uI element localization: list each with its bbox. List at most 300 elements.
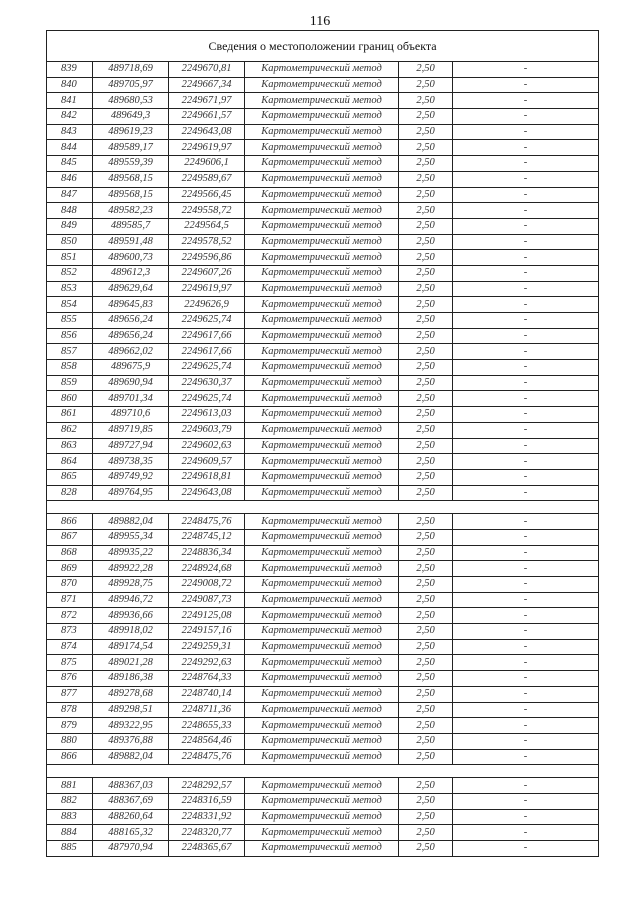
y-coordinate-cell: 2249643,08 <box>169 485 245 501</box>
method-cell: Картометрический метод <box>245 469 399 485</box>
point-number-cell: 873 <box>47 624 93 640</box>
description-cell: - <box>453 203 599 219</box>
y-coordinate-cell: 2248292,57 <box>169 778 245 794</box>
method-cell: Картометрический метод <box>245 529 399 545</box>
x-coordinate-cell: 489705,97 <box>93 77 169 93</box>
x-coordinate-cell: 489585,7 <box>93 218 169 234</box>
accuracy-cell: 2,50 <box>399 250 453 266</box>
method-cell: Картометрический метод <box>245 187 399 203</box>
point-number-cell: 872 <box>47 608 93 624</box>
table-row <box>47 749 599 765</box>
table-row <box>47 454 599 470</box>
description-cell: - <box>453 561 599 577</box>
y-coordinate-cell: 2249578,52 <box>169 234 245 250</box>
table-row <box>47 391 599 407</box>
y-coordinate-cell: 2249259,31 <box>169 639 245 655</box>
description-cell: - <box>453 841 599 857</box>
description-cell: - <box>453 250 599 266</box>
point-number-cell: 855 <box>47 313 93 329</box>
accuracy-cell: 2,50 <box>399 265 453 281</box>
accuracy-cell: 2,50 <box>399 793 453 809</box>
method-cell: Картометрический метод <box>245 778 399 794</box>
y-coordinate-cell: 2248764,33 <box>169 671 245 687</box>
method-cell: Картометрический метод <box>245 203 399 219</box>
page-number: 116 <box>309 14 331 29</box>
point-number-cell: 844 <box>47 140 93 156</box>
method-cell: Картометрический метод <box>245 360 399 376</box>
description-cell: - <box>453 140 599 156</box>
y-coordinate-cell: 2248475,76 <box>169 749 245 765</box>
table-title: Сведения о местоположении границ объекта <box>47 31 599 62</box>
accuracy-cell: 2,50 <box>399 841 453 857</box>
method-cell: Картометрический метод <box>245 454 399 470</box>
point-number-cell: 853 <box>47 281 93 297</box>
method-cell: Картометрический метод <box>245 407 399 423</box>
y-coordinate-cell: 2249564,5 <box>169 218 245 234</box>
table-row <box>47 124 599 140</box>
y-coordinate-cell: 2249619,97 <box>169 281 245 297</box>
accuracy-cell: 2,50 <box>399 218 453 234</box>
description-cell: - <box>453 809 599 825</box>
accuracy-cell: 2,50 <box>399 624 453 640</box>
point-number-cell: 860 <box>47 391 93 407</box>
point-number-cell: 870 <box>47 577 93 593</box>
method-cell: Картометрический метод <box>245 62 399 78</box>
table-row <box>47 702 599 718</box>
method-cell: Картометрический метод <box>245 718 399 734</box>
accuracy-cell: 2,50 <box>399 297 453 313</box>
table-row <box>47 313 599 329</box>
table-row <box>47 608 599 624</box>
x-coordinate-cell: 489629,64 <box>93 281 169 297</box>
point-number-cell: 866 <box>47 514 93 530</box>
point-number-cell: 854 <box>47 297 93 313</box>
x-coordinate-cell: 489680,53 <box>93 93 169 109</box>
point-number-cell: 881 <box>47 778 93 794</box>
description-cell: - <box>453 344 599 360</box>
description-cell: - <box>453 156 599 172</box>
description-cell: - <box>453 422 599 438</box>
method-cell: Картометрический метод <box>245 809 399 825</box>
table-row <box>47 234 599 250</box>
table-row <box>47 733 599 749</box>
accuracy-cell: 2,50 <box>399 733 453 749</box>
accuracy-cell: 2,50 <box>399 93 453 109</box>
description-cell: - <box>453 391 599 407</box>
accuracy-cell: 2,50 <box>399 124 453 140</box>
accuracy-cell: 2,50 <box>399 187 453 203</box>
x-coordinate-cell: 489322,95 <box>93 718 169 734</box>
point-number-cell: 857 <box>47 344 93 360</box>
accuracy-cell: 2,50 <box>399 422 453 438</box>
point-number-cell: 865 <box>47 469 93 485</box>
description-cell: - <box>453 469 599 485</box>
description-cell: - <box>453 778 599 794</box>
method-cell: Картометрический метод <box>245 655 399 671</box>
y-coordinate-cell: 2249589,67 <box>169 171 245 187</box>
y-coordinate-cell: 2248365,67 <box>169 841 245 857</box>
y-coordinate-cell: 2249609,57 <box>169 454 245 470</box>
accuracy-cell: 2,50 <box>399 469 453 485</box>
point-number-cell: 883 <box>47 809 93 825</box>
x-coordinate-cell: 489174,54 <box>93 639 169 655</box>
method-cell: Картометрический метод <box>245 124 399 140</box>
table-row <box>47 577 599 593</box>
description-cell: - <box>453 718 599 734</box>
y-coordinate-cell: 2249643,08 <box>169 124 245 140</box>
description-cell: - <box>453 529 599 545</box>
description-cell: - <box>453 454 599 470</box>
y-coordinate-cell: 2248320,77 <box>169 825 245 841</box>
description-cell: - <box>453 608 599 624</box>
method-cell: Картометрический метод <box>245 375 399 391</box>
description-cell: - <box>453 577 599 593</box>
accuracy-cell: 2,50 <box>399 328 453 344</box>
table-row <box>47 718 599 734</box>
x-coordinate-cell: 489656,24 <box>93 313 169 329</box>
x-coordinate-cell: 489612,3 <box>93 265 169 281</box>
accuracy-cell: 2,50 <box>399 545 453 561</box>
accuracy-cell: 2,50 <box>399 77 453 93</box>
y-coordinate-cell: 2248475,76 <box>169 514 245 530</box>
y-coordinate-cell: 2249667,34 <box>169 77 245 93</box>
y-coordinate-cell: 2249602,63 <box>169 438 245 454</box>
method-cell: Картометрический метод <box>245 77 399 93</box>
description-cell: - <box>453 825 599 841</box>
point-number-cell: 885 <box>47 841 93 857</box>
table-row <box>47 639 599 655</box>
coordinates-table <box>46 30 599 857</box>
accuracy-cell: 2,50 <box>399 407 453 423</box>
y-coordinate-cell: 2249630,37 <box>169 375 245 391</box>
description-cell: - <box>453 438 599 454</box>
accuracy-cell: 2,50 <box>399 608 453 624</box>
method-cell: Картометрический метод <box>245 592 399 608</box>
x-coordinate-cell: 489582,23 <box>93 203 169 219</box>
method-cell: Картометрический метод <box>245 686 399 702</box>
method-cell: Картометрический метод <box>245 624 399 640</box>
table-row <box>47 671 599 687</box>
x-coordinate-cell: 489882,04 <box>93 514 169 530</box>
x-coordinate-cell: 488260,64 <box>93 809 169 825</box>
table-row <box>47 624 599 640</box>
accuracy-cell: 2,50 <box>399 655 453 671</box>
table-row <box>47 469 599 485</box>
method-cell: Картометрический метод <box>245 485 399 501</box>
description-cell: - <box>453 124 599 140</box>
y-coordinate-cell: 2249008,72 <box>169 577 245 593</box>
accuracy-cell: 2,50 <box>399 778 453 794</box>
description-cell: - <box>453 733 599 749</box>
table-row <box>47 344 599 360</box>
point-number-cell: 868 <box>47 545 93 561</box>
separator-cell <box>47 501 599 514</box>
x-coordinate-cell: 489882,04 <box>93 749 169 765</box>
method-cell: Картометрический метод <box>245 514 399 530</box>
description-cell: - <box>453 702 599 718</box>
y-coordinate-cell: 2249618,81 <box>169 469 245 485</box>
table-row <box>47 77 599 93</box>
table-row <box>47 140 599 156</box>
y-coordinate-cell: 2249661,57 <box>169 109 245 125</box>
table-row <box>47 825 599 841</box>
table-row <box>47 514 599 530</box>
point-number-cell: 845 <box>47 156 93 172</box>
table-row <box>47 265 599 281</box>
accuracy-cell: 2,50 <box>399 391 453 407</box>
table-row <box>47 407 599 423</box>
y-coordinate-cell: 2248836,34 <box>169 545 245 561</box>
table-row <box>47 655 599 671</box>
point-number-cell: 879 <box>47 718 93 734</box>
accuracy-cell: 2,50 <box>399 671 453 687</box>
point-number-cell: 863 <box>47 438 93 454</box>
description-cell: - <box>453 407 599 423</box>
accuracy-cell: 2,50 <box>399 592 453 608</box>
accuracy-cell: 2,50 <box>399 360 453 376</box>
x-coordinate-cell: 489186,38 <box>93 671 169 687</box>
x-coordinate-cell: 489749,92 <box>93 469 169 485</box>
x-coordinate-cell: 489278,68 <box>93 686 169 702</box>
y-coordinate-cell: 2249613,03 <box>169 407 245 423</box>
y-coordinate-cell: 2249125,08 <box>169 608 245 624</box>
x-coordinate-cell: 489645,83 <box>93 297 169 313</box>
point-number-cell: 846 <box>47 171 93 187</box>
point-number-cell: 841 <box>47 93 93 109</box>
method-cell: Картометрический метод <box>245 328 399 344</box>
x-coordinate-cell: 489619,23 <box>93 124 169 140</box>
accuracy-cell: 2,50 <box>399 234 453 250</box>
description-cell: - <box>453 639 599 655</box>
description-cell: - <box>453 93 599 109</box>
point-number-cell: 828 <box>47 485 93 501</box>
description-cell: - <box>453 313 599 329</box>
table-row <box>47 171 599 187</box>
description-cell: - <box>453 281 599 297</box>
method-cell: Картометрический метод <box>245 171 399 187</box>
method-cell: Картометрический метод <box>245 250 399 266</box>
point-number-cell: 861 <box>47 407 93 423</box>
x-coordinate-cell: 489710,6 <box>93 407 169 423</box>
table-row <box>47 422 599 438</box>
method-cell: Картометрический метод <box>245 438 399 454</box>
x-coordinate-cell: 489928,75 <box>93 577 169 593</box>
method-cell: Картометрический метод <box>245 297 399 313</box>
description-cell: - <box>453 624 599 640</box>
description-cell: - <box>453 265 599 281</box>
y-coordinate-cell: 2249606,1 <box>169 156 245 172</box>
method-cell: Картометрический метод <box>245 793 399 809</box>
method-cell: Картометрический метод <box>245 265 399 281</box>
point-number-cell: 849 <box>47 218 93 234</box>
x-coordinate-cell: 489701,34 <box>93 391 169 407</box>
accuracy-cell: 2,50 <box>399 156 453 172</box>
accuracy-cell: 2,50 <box>399 529 453 545</box>
x-coordinate-cell: 489662,02 <box>93 344 169 360</box>
point-number-cell: 852 <box>47 265 93 281</box>
accuracy-cell: 2,50 <box>399 454 453 470</box>
point-number-cell: 866 <box>47 749 93 765</box>
description-cell: - <box>453 77 599 93</box>
table-title-row <box>47 31 599 62</box>
x-coordinate-cell: 489738,35 <box>93 454 169 470</box>
method-cell: Картометрический метод <box>245 344 399 360</box>
x-coordinate-cell: 489918,02 <box>93 624 169 640</box>
table-row <box>47 281 599 297</box>
x-coordinate-cell: 488165,32 <box>93 825 169 841</box>
point-number-cell: 858 <box>47 360 93 376</box>
y-coordinate-cell: 2249157,16 <box>169 624 245 640</box>
point-number-cell: 850 <box>47 234 93 250</box>
point-number-cell: 856 <box>47 328 93 344</box>
y-coordinate-cell: 2249617,66 <box>169 328 245 344</box>
x-coordinate-cell: 489559,39 <box>93 156 169 172</box>
accuracy-cell: 2,50 <box>399 344 453 360</box>
table-row <box>47 218 599 234</box>
accuracy-cell: 2,50 <box>399 514 453 530</box>
x-coordinate-cell: 489690,94 <box>93 375 169 391</box>
description-cell: - <box>453 793 599 809</box>
accuracy-cell: 2,50 <box>399 140 453 156</box>
table-row <box>47 93 599 109</box>
point-number-cell: 864 <box>47 454 93 470</box>
method-cell: Картометрический метод <box>245 422 399 438</box>
description-cell: - <box>453 109 599 125</box>
y-coordinate-cell: 2249670,81 <box>169 62 245 78</box>
table-row <box>47 438 599 454</box>
y-coordinate-cell: 2249617,66 <box>169 344 245 360</box>
x-coordinate-cell: 489935,22 <box>93 545 169 561</box>
method-cell: Картометрический метод <box>245 93 399 109</box>
y-coordinate-cell: 2249607,26 <box>169 265 245 281</box>
y-coordinate-cell: 2249603,79 <box>169 422 245 438</box>
y-coordinate-cell: 2248711,36 <box>169 702 245 718</box>
separator-cell <box>47 765 599 778</box>
description-cell: - <box>453 234 599 250</box>
table-row <box>47 187 599 203</box>
x-coordinate-cell: 489922,28 <box>93 561 169 577</box>
table-row <box>47 328 599 344</box>
description-cell: - <box>453 62 599 78</box>
accuracy-cell: 2,50 <box>399 702 453 718</box>
x-coordinate-cell: 489656,24 <box>93 328 169 344</box>
description-cell: - <box>453 297 599 313</box>
x-coordinate-cell: 489955,34 <box>93 529 169 545</box>
method-cell: Картометрический метод <box>245 140 399 156</box>
y-coordinate-cell: 2249625,74 <box>169 360 245 376</box>
method-cell: Картометрический метод <box>245 639 399 655</box>
x-coordinate-cell: 489727,94 <box>93 438 169 454</box>
point-number-cell: 839 <box>47 62 93 78</box>
method-cell: Картометрический метод <box>245 608 399 624</box>
description-cell: - <box>453 655 599 671</box>
y-coordinate-cell: 2248331,92 <box>169 809 245 825</box>
y-coordinate-cell: 2249087,73 <box>169 592 245 608</box>
method-cell: Картометрический метод <box>245 281 399 297</box>
description-cell: - <box>453 545 599 561</box>
point-number-cell: 884 <box>47 825 93 841</box>
method-cell: Картометрический метод <box>245 671 399 687</box>
point-number-cell: 877 <box>47 686 93 702</box>
accuracy-cell: 2,50 <box>399 171 453 187</box>
method-cell: Картометрический метод <box>245 109 399 125</box>
accuracy-cell: 2,50 <box>399 485 453 501</box>
method-cell: Картометрический метод <box>245 391 399 407</box>
point-number-cell: 875 <box>47 655 93 671</box>
table-row <box>47 778 599 794</box>
y-coordinate-cell: 2249625,74 <box>169 391 245 407</box>
point-number-cell: 871 <box>47 592 93 608</box>
table-row <box>47 592 599 608</box>
y-coordinate-cell: 2248924,68 <box>169 561 245 577</box>
method-cell: Картометрический метод <box>245 561 399 577</box>
point-number-cell: 847 <box>47 187 93 203</box>
point-number-cell: 882 <box>47 793 93 809</box>
description-cell: - <box>453 514 599 530</box>
point-number-cell: 851 <box>47 250 93 266</box>
description-cell: - <box>453 360 599 376</box>
point-number-cell: 880 <box>47 733 93 749</box>
table-row <box>47 841 599 857</box>
description-cell: - <box>453 749 599 765</box>
x-coordinate-cell: 488367,03 <box>93 778 169 794</box>
x-coordinate-cell: 489298,51 <box>93 702 169 718</box>
x-coordinate-cell: 488367,69 <box>93 793 169 809</box>
table-row <box>47 203 599 219</box>
table-row <box>47 360 599 376</box>
method-cell: Картометрический метод <box>245 313 399 329</box>
group-separator <box>47 765 599 778</box>
accuracy-cell: 2,50 <box>399 809 453 825</box>
table-row <box>47 297 599 313</box>
table-row <box>47 545 599 561</box>
x-coordinate-cell: 489718,69 <box>93 62 169 78</box>
description-cell: - <box>453 671 599 687</box>
accuracy-cell: 2,50 <box>399 639 453 655</box>
point-number-cell: 842 <box>47 109 93 125</box>
table-row <box>47 250 599 266</box>
table-row <box>47 809 599 825</box>
x-coordinate-cell: 487970,94 <box>93 841 169 857</box>
accuracy-cell: 2,50 <box>399 825 453 841</box>
accuracy-cell: 2,50 <box>399 109 453 125</box>
y-coordinate-cell: 2249292,63 <box>169 655 245 671</box>
accuracy-cell: 2,50 <box>399 749 453 765</box>
y-coordinate-cell: 2248655,33 <box>169 718 245 734</box>
y-coordinate-cell: 2248564,46 <box>169 733 245 749</box>
x-coordinate-cell: 489649,3 <box>93 109 169 125</box>
x-coordinate-cell: 489376,88 <box>93 733 169 749</box>
point-number-cell: 867 <box>47 529 93 545</box>
point-number-cell: 848 <box>47 203 93 219</box>
method-cell: Картометрический метод <box>245 733 399 749</box>
y-coordinate-cell: 2248740,14 <box>169 686 245 702</box>
x-coordinate-cell: 489675,9 <box>93 360 169 376</box>
description-cell: - <box>453 485 599 501</box>
accuracy-cell: 2,50 <box>399 203 453 219</box>
method-cell: Картометрический метод <box>245 749 399 765</box>
description-cell: - <box>453 592 599 608</box>
description-cell: - <box>453 218 599 234</box>
method-cell: Картометрический метод <box>245 156 399 172</box>
x-coordinate-cell: 489568,15 <box>93 171 169 187</box>
accuracy-cell: 2,50 <box>399 561 453 577</box>
method-cell: Картометрический метод <box>245 545 399 561</box>
point-number-cell: 859 <box>47 375 93 391</box>
table-row <box>47 686 599 702</box>
y-coordinate-cell: 2248316,59 <box>169 793 245 809</box>
method-cell: Картометрический метод <box>245 218 399 234</box>
